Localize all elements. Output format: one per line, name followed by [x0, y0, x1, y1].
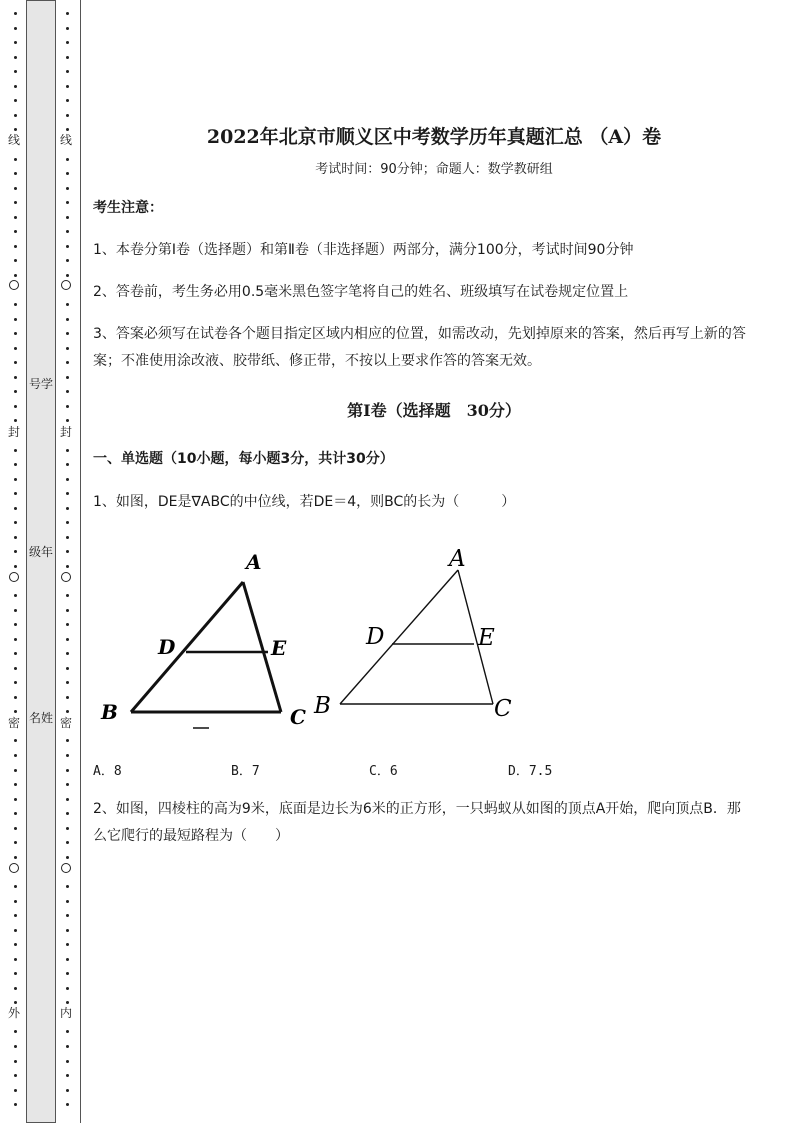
inner-margin-dot [66, 812, 69, 815]
outer-margin-dot [14, 521, 17, 524]
inner-margin-dot [66, 943, 69, 946]
vertex-label-e: E [271, 636, 287, 660]
outer-margin-dot [14, 667, 17, 670]
inner-margin-dot [66, 856, 69, 859]
question-1-figure-right [308, 540, 538, 730]
inner-margin-dot [66, 12, 69, 15]
vertex-label-d: D [366, 624, 385, 650]
inner-margin-dot [66, 667, 69, 670]
outer-margin-dot [14, 739, 17, 742]
inner-margin-dot [66, 492, 69, 495]
inner-margin-dot [66, 259, 69, 262]
inner-margin-dot [66, 99, 69, 102]
inner-margin-dot [66, 128, 69, 131]
vertex-label-e: E [478, 625, 495, 651]
outer-margin-dot [14, 652, 17, 655]
vertex-label-b: B [314, 693, 331, 719]
notice-heading: 考生注意： [93, 200, 163, 216]
outer-margin-dot [14, 201, 17, 204]
vertex-label-a: A [246, 550, 262, 574]
outer-margin-dot [14, 158, 17, 161]
exam-title: 2022年北京市顺义区中考数学历年真题汇总 （A）卷 [206, 126, 662, 148]
inner-margin-dot [66, 739, 69, 742]
outer-margin-dot [14, 449, 17, 452]
notice-item-3: 3、答案必须写在试卷各个题目指定区域内相应的位置，如需改动，先划掉原来的答案，然后再写上新的答案；不准使用涂改液、胶带纸、修正带，不按以上要求作答的答案无效。 [93, 326, 746, 369]
inner-margin-dot [66, 507, 69, 510]
exam-subtitle: 考试时间：90分钟；命题人：数学教研组 [315, 162, 553, 177]
vertex-label-a: A [449, 546, 466, 572]
question-1-text: 1、如图，DE是∇ABC的中位线，若DE＝4，则BC的长为（ ） [93, 494, 516, 510]
outer-margin-dot [14, 710, 17, 713]
outer-margin-dot [14, 376, 17, 379]
vertex-label-d: D [158, 635, 176, 659]
student-id-label: 号学 [28, 377, 53, 391]
question-1-figure-left [96, 548, 316, 738]
inner-margin-dot [66, 1001, 69, 1004]
inner-margin-dot [66, 376, 69, 379]
outer-margin-dot [14, 1074, 17, 1077]
outer-margin-dot [14, 812, 17, 815]
outer-margin-dot [14, 638, 17, 641]
outer-margin-dot [14, 274, 17, 277]
name-label: 名姓 [28, 711, 53, 725]
option-a[interactable]: A．8 [93, 764, 122, 779]
outer-margin-dot [14, 827, 17, 830]
inner-margin-dot [66, 609, 69, 612]
inner-margin-cut-label: 密 [60, 716, 73, 730]
grade-label: 级年 [28, 545, 53, 559]
outer-margin-dot [14, 958, 17, 961]
outer-margin-dot [14, 914, 17, 917]
inner-margin-dot [66, 463, 69, 466]
outer-margin-dot [14, 172, 17, 175]
inner-margin-dot [66, 681, 69, 684]
outer-margin-dot [14, 56, 17, 59]
outer-margin-dot [14, 463, 17, 466]
inner-margin-dot [66, 769, 69, 772]
vertex-label-c: C [290, 705, 306, 729]
inner-margin-dot [66, 958, 69, 961]
outer-margin-dot [14, 594, 17, 597]
outer-margin-dot [14, 85, 17, 88]
inner-margin-dot [66, 929, 69, 932]
inner-margin-dot [66, 900, 69, 903]
inner-margin-dot [66, 914, 69, 917]
outer-margin-dot [14, 841, 17, 844]
inner-margin-circle-mark [61, 572, 71, 582]
outer-margin-dot [14, 478, 17, 481]
outer-margin-dot [14, 128, 17, 131]
inner-margin-dot [66, 623, 69, 626]
inner-margin-dot [66, 565, 69, 568]
inner-margin-dot [66, 783, 69, 786]
outer-margin-dot [14, 769, 17, 772]
inner-margin-cut-label: 封 [60, 425, 73, 439]
inner-margin-dot [66, 41, 69, 44]
inner-margin-circle-mark [61, 280, 71, 290]
inner-margin-dot [66, 172, 69, 175]
outer-margin-dot [14, 987, 17, 990]
inner-margin-dot [66, 187, 69, 190]
inner-margin-dot [66, 652, 69, 655]
outer-margin-dot [14, 318, 17, 321]
outer-margin-dot [14, 332, 17, 335]
margin-border-line [80, 0, 81, 1123]
outer-margin-dot [14, 216, 17, 219]
inner-margin-cut-label: 线 [60, 133, 73, 147]
outer-margin-dot [14, 245, 17, 248]
outer-margin-circle-mark [9, 863, 19, 873]
outer-margin-dot [14, 696, 17, 699]
outer-margin-dot [14, 885, 17, 888]
outer-margin-cut-label: 封 [8, 425, 21, 439]
inner-margin-dot [66, 987, 69, 990]
outer-margin-dot [14, 259, 17, 262]
binding-margin-inner [56, 0, 82, 1123]
outer-margin-circle-mark [9, 280, 19, 290]
outer-margin-dot [14, 929, 17, 932]
inner-margin-dot [66, 56, 69, 59]
inner-margin-dot [66, 521, 69, 524]
inner-margin-dot [66, 1074, 69, 1077]
inner-margin-dot [66, 1089, 69, 1092]
outer-margin-dot [14, 754, 17, 757]
inner-margin-dot [66, 696, 69, 699]
question-2-text: 2、如图，四棱柱的高为9米，底面是边长为6米的正方形，一只蚂蚁从如图的顶点A开始，爬向顶点B．那么它爬行的最短路程为（ ） [93, 801, 741, 844]
inner-margin-dot [66, 158, 69, 161]
option-c[interactable]: C．6 [369, 764, 398, 779]
outer-margin-dot [14, 99, 17, 102]
inner-margin-dot [66, 347, 69, 350]
inner-margin-dot [66, 798, 69, 801]
outer-margin-dot [14, 798, 17, 801]
outer-margin-dot [14, 303, 17, 306]
option-b[interactable]: B．7 [231, 764, 260, 779]
outer-margin-dot [14, 419, 17, 422]
notice-item-1: 1、本卷分第I卷（选择题）和第Ⅱ卷（非选择题）两部分，满分100分，考试时间90分钟 [93, 242, 634, 258]
inner-margin-circle-mark [61, 863, 71, 873]
section-title: 第I卷（选择题 30分） [347, 401, 521, 420]
outer-margin-dot [14, 114, 17, 117]
outer-margin-dot [14, 609, 17, 612]
outer-margin-dot [14, 943, 17, 946]
inner-margin-dot [66, 245, 69, 248]
inner-margin-cut-label: 内 [60, 1006, 73, 1020]
outer-margin-dot [14, 405, 17, 408]
part-title: 一、单选题（10小题，每小题3分，共计30分） [93, 451, 394, 467]
inner-margin-dot [66, 405, 69, 408]
outer-margin-dot [14, 361, 17, 364]
outer-margin-dot [14, 972, 17, 975]
outer-margin-dot [14, 856, 17, 859]
outer-margin-dot [14, 187, 17, 190]
edge-ab [131, 582, 243, 712]
outer-margin-dot [14, 1060, 17, 1063]
inner-margin-dot [66, 478, 69, 481]
inner-margin-dot [66, 638, 69, 641]
outer-margin-dot [14, 70, 17, 73]
inner-margin-dot [66, 449, 69, 452]
inner-margin-dot [66, 754, 69, 757]
edge-ab [340, 570, 458, 704]
inner-margin-dot [66, 70, 69, 73]
outer-margin-dot [14, 230, 17, 233]
outer-margin-dot [14, 783, 17, 786]
inner-margin-dot [66, 332, 69, 335]
inner-margin-dot [66, 536, 69, 539]
inner-margin-dot [66, 303, 69, 306]
inner-margin-dot [66, 1030, 69, 1033]
vertex-label-b: B [101, 700, 118, 724]
outer-margin-dot [14, 41, 17, 44]
inner-margin-dot [66, 550, 69, 553]
outer-margin-dot [14, 1103, 17, 1106]
outer-margin-dot [14, 681, 17, 684]
outer-margin-dot [14, 27, 17, 30]
inner-margin-dot [66, 114, 69, 117]
inner-margin-dot [66, 361, 69, 364]
inner-margin-dot [66, 274, 69, 277]
outer-margin-dot [14, 492, 17, 495]
inner-margin-dot [66, 230, 69, 233]
outer-margin-cut-label: 密 [8, 716, 21, 730]
student-info-band [26, 0, 56, 1123]
inner-margin-dot [66, 1045, 69, 1048]
inner-margin-dot [66, 827, 69, 830]
inner-margin-dot [66, 594, 69, 597]
outer-margin-dot [14, 390, 17, 393]
inner-margin-dot [66, 1060, 69, 1063]
inner-margin-dot [66, 318, 69, 321]
outer-margin-dot [14, 623, 17, 626]
inner-margin-dot [66, 419, 69, 422]
outer-margin-dot [14, 1001, 17, 1004]
outer-margin-dot [14, 900, 17, 903]
vertex-label-c: C [494, 696, 512, 722]
inner-margin-dot [66, 841, 69, 844]
inner-margin-dot [66, 216, 69, 219]
outer-margin-dot [14, 1089, 17, 1092]
outer-margin-dot [14, 12, 17, 15]
outer-margin-cut-label: 线 [8, 133, 21, 147]
outer-margin-dot [14, 1030, 17, 1033]
outer-margin-cut-label: 外 [8, 1006, 21, 1020]
outer-margin-dot [14, 1045, 17, 1048]
inner-margin-dot [66, 27, 69, 30]
inner-margin-dot [66, 1103, 69, 1106]
outer-margin-dot [14, 347, 17, 350]
inner-margin-dot [66, 85, 69, 88]
outer-margin-dot [14, 565, 17, 568]
outer-margin-circle-mark [9, 572, 19, 582]
option-d[interactable]: D．7.5 [508, 764, 553, 779]
outer-margin-dot [14, 550, 17, 553]
inner-margin-dot [66, 885, 69, 888]
inner-margin-dot [66, 390, 69, 393]
inner-margin-dot [66, 710, 69, 713]
notice-item-2: 2、答卷前，考生务必用0.5毫米黑色签字笔将自己的姓名、班级填写在试卷规定位置上 [93, 284, 629, 300]
inner-margin-dot [66, 972, 69, 975]
outer-margin-dot [14, 536, 17, 539]
inner-margin-dot [66, 201, 69, 204]
outer-margin-dot [14, 507, 17, 510]
